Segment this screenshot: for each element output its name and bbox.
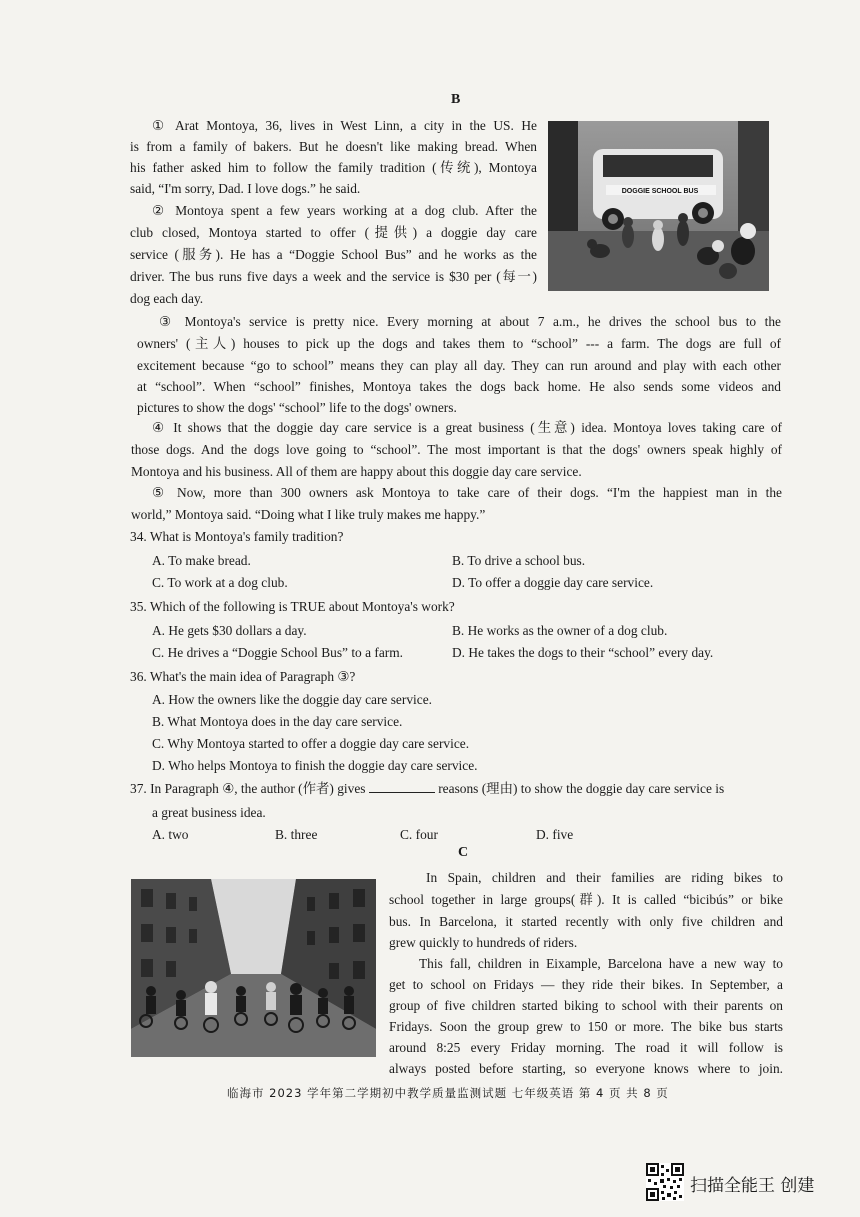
q34-stem: 34. What is Montoya's family tradition? (130, 529, 344, 544)
para3-line2: owners' (主人) houses to pick up the dogs and takes them to “school” --- a farm. The dogs are full of (137, 336, 781, 351)
para1-line3: his father asked him to follow the family tradition (传统), Montoya (130, 160, 537, 175)
q35-option-c[interactable]: C. He drives a “Doggie School Bus” to a farm. (152, 645, 404, 660)
para3-line4: at “school”. When “school” finishes, Montoya takes the dogs back home. He also sends some videos and (137, 379, 781, 394)
q37-option-d[interactable]: D. five (536, 827, 574, 842)
c-para1-line1: In Spain, children and their families are riding bikes to (426, 870, 783, 885)
q37-stem-start: 37. In Paragraph ④, the author (作者) gives (130, 781, 366, 796)
para2-line3: service (服务). He has a “Doggie School Bus” and he works as the (130, 247, 537, 262)
q34-option-b[interactable]: B. To drive a school bus. (452, 553, 586, 568)
q35-option-a[interactable]: A. He gets $30 dollars a day. (152, 623, 307, 638)
c-para1-line3: bus. In Barcelona, it started recently with only five children and (389, 914, 783, 929)
para2-line4: driver. The bus runs five days a week and the service is $30 per (每一) (130, 269, 537, 284)
q36-option-c[interactable]: C. Why Montoya started to offer a doggie day care service. (152, 736, 470, 751)
doggie-bus-illustration (548, 121, 769, 291)
bus-sign-text: DOGGIE SCHOOL BUS (621, 188, 699, 195)
q37-stem (130, 778, 724, 799)
bike-bus-illustration (131, 879, 376, 1057)
scanner-watermark: 扫描全能王 创建 (690, 1176, 815, 1196)
q34-option-d[interactable]: D. To offer a doggie day care service. (452, 575, 654, 590)
para5-line2: world,” Montoya said. “Doing what I like truly makes me happy.” (131, 507, 486, 522)
q37-option-a[interactable]: A. two (152, 827, 189, 842)
doggie-bus-photo (548, 121, 769, 291)
section-b-heading: B (451, 92, 461, 107)
q36-stem: 36. What's the main idea of Paragraph ③? (130, 669, 356, 684)
q34-option-a[interactable]: A. To make bread. (152, 553, 251, 568)
para3-line5: pictures to show the dogs' “school” life to the dogs' owners. (137, 400, 457, 415)
q37-option-c[interactable]: C. four (400, 827, 438, 842)
q37-option-b[interactable]: B. three (275, 827, 318, 842)
q36-option-b[interactable]: B. What Montoya does in the day care service. (152, 714, 403, 729)
para2-line2: club closed, Montoya started to offer (提供) a doggie day care (130, 225, 537, 240)
para5-line1: ⑤ Now, more than 300 owners ask Montoya to take care of their dogs. “I'm the happiest man in the (152, 485, 782, 500)
c-para2-line6: always posted before starting, so everyone knows where to join. (389, 1061, 783, 1076)
c-para2-line4: Fridays. Soon the group grew to 150 or more. The bike bus starts (389, 1019, 783, 1034)
c-para1-line4: grew quickly to hundreds of riders. (389, 935, 578, 950)
q35-option-b[interactable]: B. He works as the owner of a dog club. (452, 623, 668, 638)
c-para2-line2: get to school on Fridays — they ride their bikes. In September, a (389, 977, 783, 992)
page-footer: 临海市 2023 学年第二学期初中教学质量监测试题 七年级英语 第 4 页 共 8 页 (227, 1086, 669, 1100)
para1-line2: is from a family of bakers. But he doesn't like making bread. When (130, 139, 537, 154)
para2-line5: dog each day. (130, 291, 204, 306)
q36-option-a[interactable]: A. How the owners like the doggie day care service. (152, 692, 432, 707)
para2-line1: ② Montoya spent a few years working at a dog club. After the (152, 203, 537, 218)
para3-line1: ③ Montoya's service is pretty nice. Every morning at about 7 a.m., he drives the school bus to the (159, 314, 781, 329)
para1-line4: said, “I'm sorry, Dad. I love dogs.” he said. (130, 181, 361, 196)
q37-stem-line2: a great business idea. (152, 805, 266, 820)
q35-stem: 35. Which of the following is TRUE about Montoya's work? (130, 599, 455, 614)
q37-stem-end: reasons (理由) to show the doggie day care service is (438, 781, 725, 796)
para3-line3: excitement because “go to school” means they can play all day. They can run around and play with each other (137, 358, 781, 373)
para4-line1: ④ It shows that the doggie day care service is a great business (生意) idea. Montoya loves taking care of (152, 420, 782, 435)
para4-line3: Montoya and his business. All of them are happy about this doggie day care service. (131, 464, 582, 479)
bike-bus-photo (131, 879, 376, 1057)
q35-option-d[interactable]: D. He takes the dogs to their “school” every day. (452, 645, 714, 660)
q36-option-d[interactable]: D. Who helps Montoya to finish the doggie day care service. (152, 758, 478, 773)
para1-line1: ① Arat Montoya, 36, lives in West Linn, a city in the US. He (152, 118, 537, 133)
para4-line2: those dogs. And the dogs love going to “school”. The most important is that the dogs' owners speak highly of (131, 442, 782, 457)
qr-code-icon (646, 1163, 684, 1201)
q34-option-c[interactable]: C. To work at a dog club. (152, 575, 288, 590)
c-para1-line2: school together in large groups(群). It is called “bicibús” or bike (389, 892, 783, 907)
c-para2-line1: This fall, children in Eixample, Barcelona have a new way to (419, 956, 783, 971)
c-para2-line5: around 8:25 every Friday morning. The road it will follow is (389, 1040, 783, 1055)
q37-answer-blank[interactable] (369, 780, 435, 793)
c-para2-line3: group of five children started biking to school with their parents on (389, 998, 783, 1013)
section-c-heading: C (458, 845, 469, 860)
